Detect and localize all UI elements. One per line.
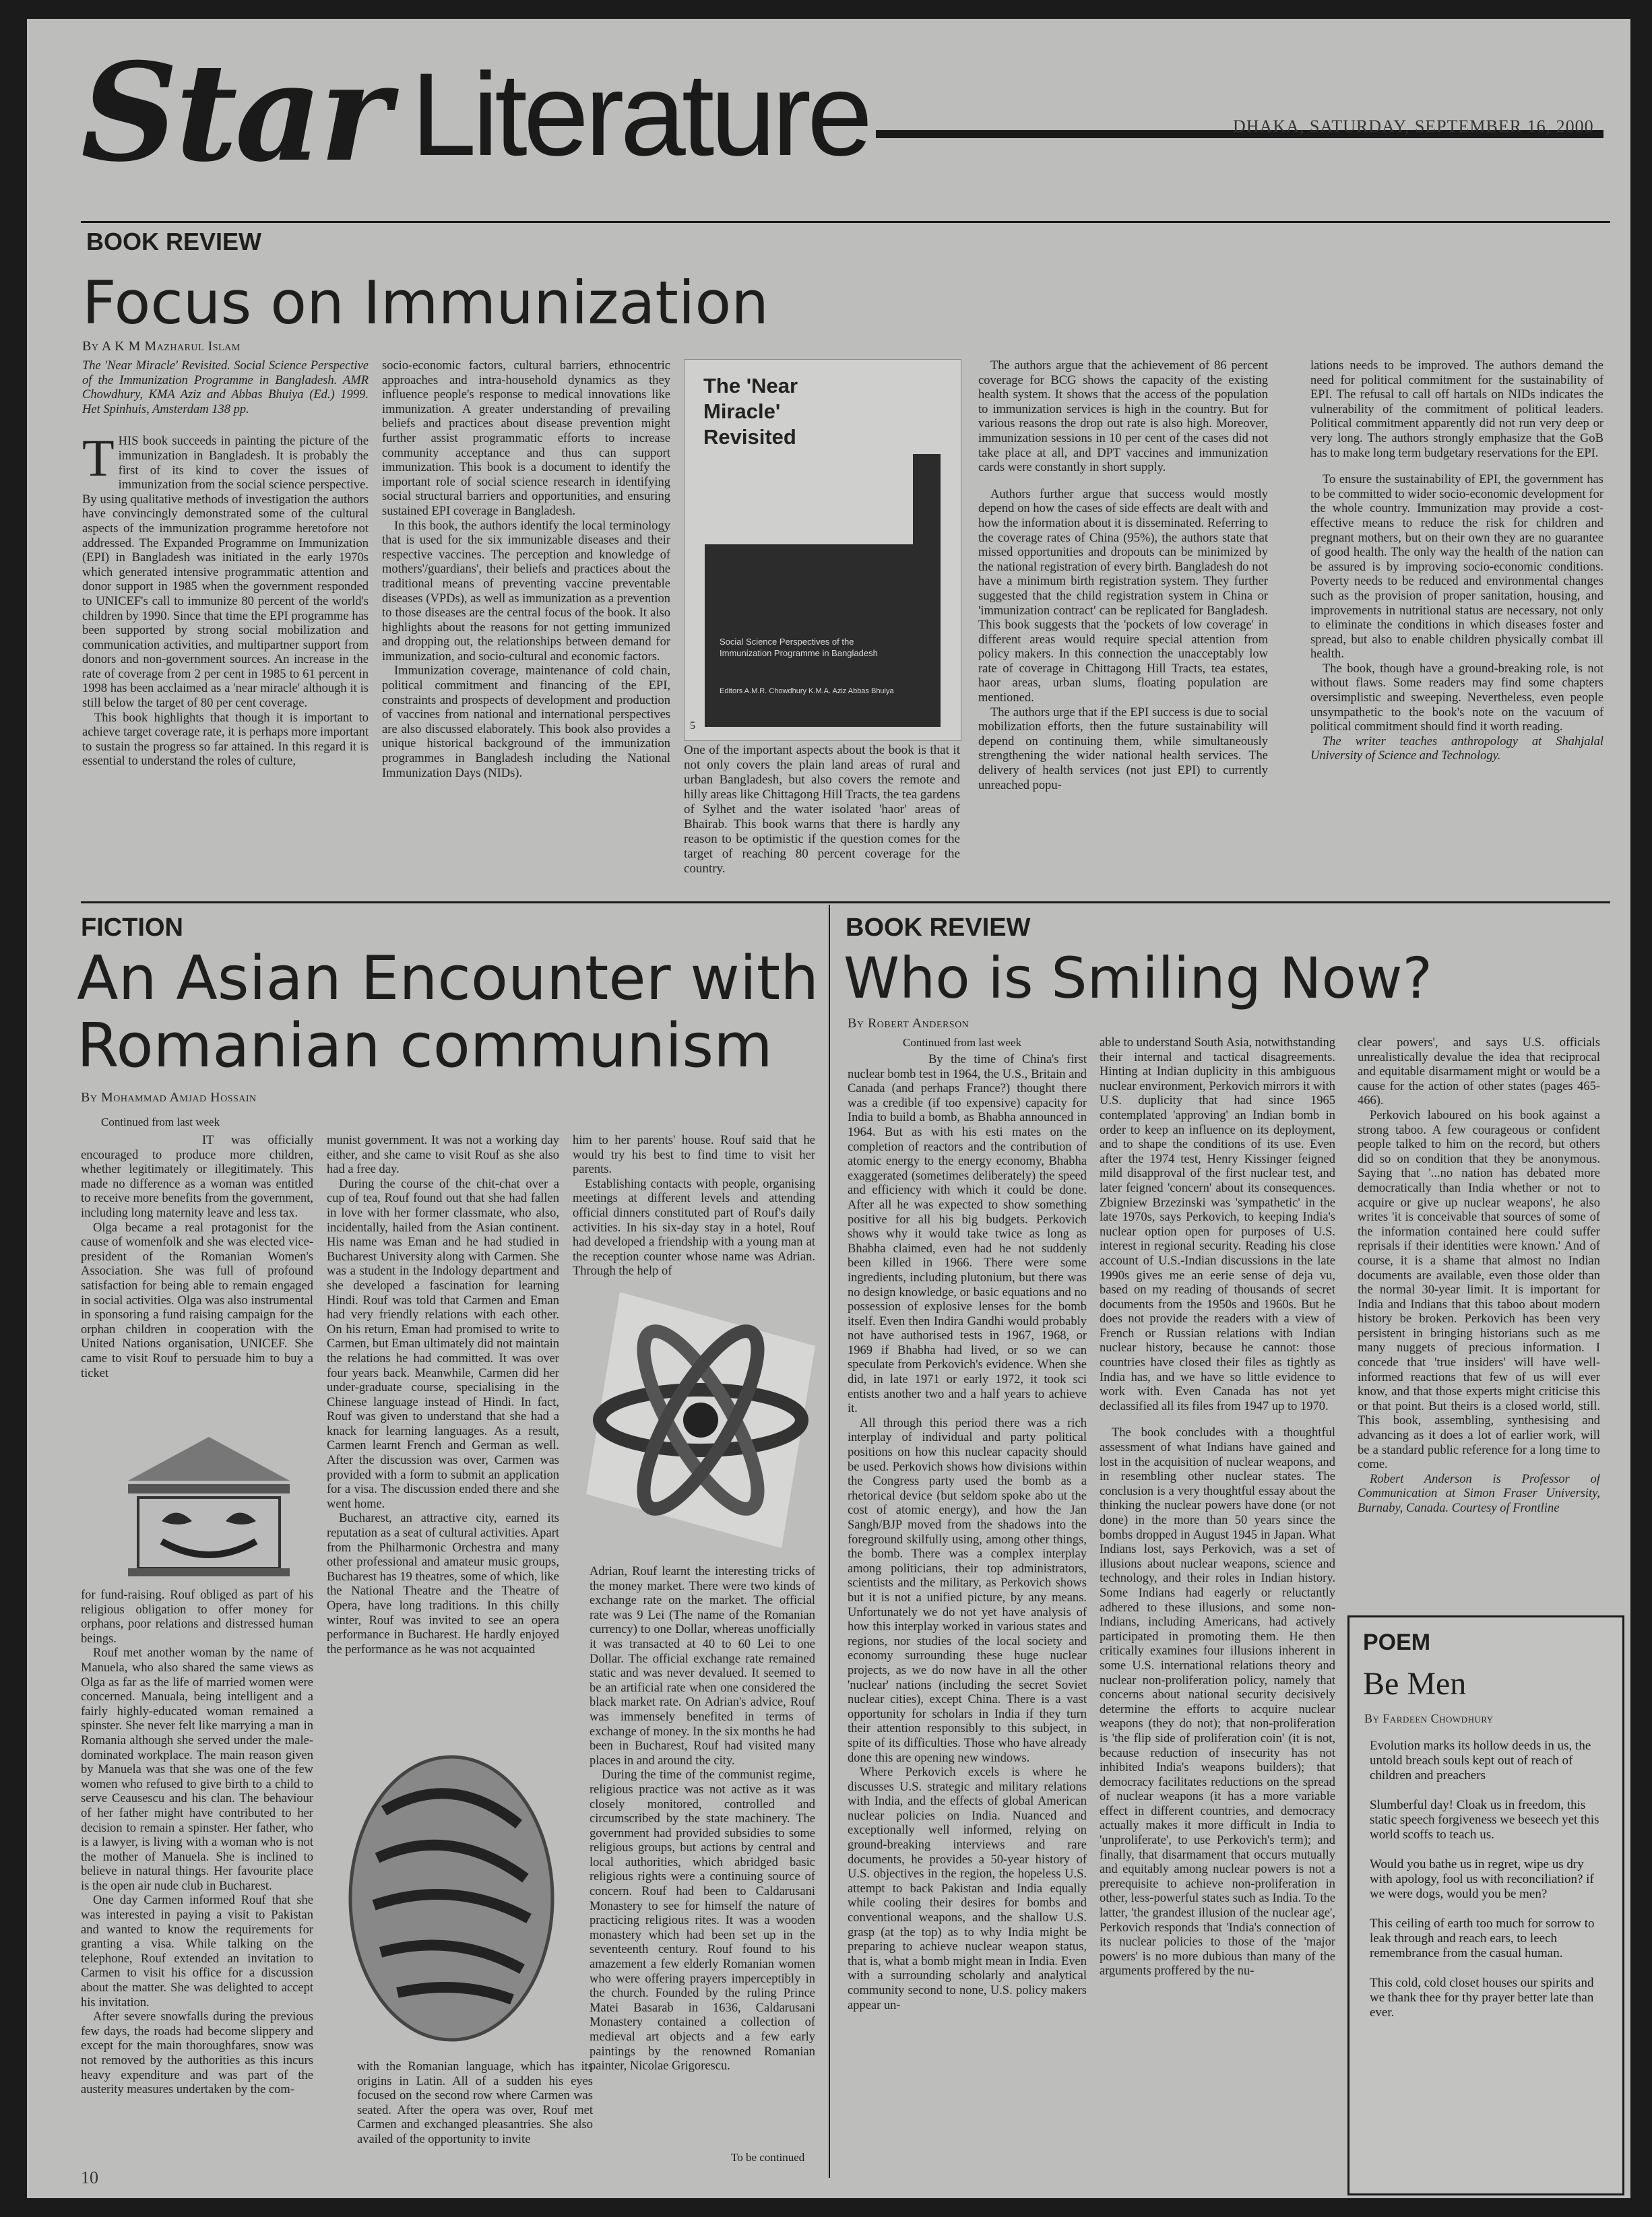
author-note: The writer teaches anthropology at Shahjalal University of Science and Technology. bbox=[1310, 734, 1603, 763]
article3-column-3 bbox=[1358, 1036, 1600, 1602]
paragraph: for fund-raising. Rouf obliged as part of his religious obligation to offer money for orphans, poor relations and distressed human beings. bbox=[81, 1588, 313, 1646]
to-be-continued-note: To be continued bbox=[731, 2151, 805, 2164]
poem-stanza: Would you bathe us in regret, wipe us dry with apology, fool us with reconciliation? if we were dogs, would you be men? bbox=[1370, 1857, 1594, 1901]
section-label-book-review: BOOK REVIEW bbox=[86, 228, 262, 255]
paragraph: Olga became a real protagonist for the cause of womenfolk and she was elected vice-president of the Romanian Women's Association. She was full of profound satisfaction for being able to remain engaged in social activities. Olga was also instrumental in sponsoring a fund raising campaign for the orphan children in cooperation with the United Nations organisation, UNICEF. She came to visit Rouf to persuade him to buy a ticket bbox=[81, 1221, 313, 1380]
paragraph: The book, though have a ground-breaking role, is not without flaws. Some readers may find some chapters oversimplistic and sweeping. Nevertheless, even people unsympathetic to the book's note on the vacuum of political commitment should find it worth reading. bbox=[1310, 662, 1603, 734]
book-cover-number: 5 bbox=[690, 720, 695, 732]
article2-column-3-top bbox=[573, 1134, 815, 1279]
paragraph: By the time of China's first nuclear bomb test in 1964, the U.S., Britain and Canada (and perhaps France?) thought there was a credible (if too expensive) capacity for India to build a bomb, as Bhabha announced in 1964. But as with his esti mates on the completion of reactors and the contribution of atomic energy to the energy economy, Bhabha exaggerated (sometimes deliberately) the speed and efficiency with which it could be done. After all he was expected to show something positive for all his big budgets. Perkovich shows why it would take twice as long as Bhabha claimed, even had he not suddenly been killed in 1966. There were some ingredients, including plutonium, but there was no design knowledge, or basic equations and no possession of explosive lenses for the bomb itself. Even then Indira Gandhi would probably not have authorised tests in 1967, 1968, or 1969 if Bhabha had lived, or so we can speculate from Perkovich's evidence. When she did, in late 1971 or early 1972, it took sci entists another two and a half years to achieve it. bbox=[848, 1053, 1087, 1416]
poem-stanza: Evolution marks its hollow deeds in us, the untold breach souls kept out of reach of children and preachers bbox=[1370, 1739, 1591, 1782]
paragraph: IT was officially encouraged to produce more children, whether legitimately or illegitimately. This made no difference as a woman was entitled to receive more benefits from the government, including long maternity leave and less tax. bbox=[81, 1134, 313, 1220]
poem-stanza: This cold, cold closet houses our spirits and we thank thee for thy prayer better late than ever. bbox=[1370, 1976, 1594, 2020]
book-cover-step bbox=[704, 453, 913, 544]
paragraph: able to understand South Asia, notwithstanding their internal and tactical disagreements. Hinting at Indian duplicity in this ambiguous nuclear environment, Perkovich mirrors it with U.S. duplicity that had since 1965 contemplated 'approving' an Indian bomb in order to keep an influence on its deployment, and to shape the conditions of its use. Even after the 1974 test, Henry Kissinger feigned mild disapproval of the first nuclear test, and later feigned 'concern' about its consequences. Zbigniew Brzezinski was 'sympathetic' in the late 1970s, says Perkovich, to keeping India's nuclear option open for purposes of U.S. interest in regional security. Reading his close account of U.S.-Indian discussions in the late 1990s gives me an eerie sense of deja vu, based on my reading of thousands of secret documents from the 1950s and 1960s. But he does not provide the readers with a view of French or Russian relations with Indian nuclear history, because he cannot: those countries have closed their files as tightly as India has, and we have so little evidence to work with. Even Canada has not yet declassified all its files from 1947 up to 1970. bbox=[1100, 1036, 1335, 1413]
masthead-star-logo: Star bbox=[81, 34, 388, 192]
paragraph: Authors further argue that success would mostly depend on how the cases of side effects are dealt with and how the information about it is disseminated. Referring to the coverage rates of China (95%), the authors state that missed opportunities and dropouts can be minimized by the national registration of every birth. Bangladesh do not have a minimum birth registration system. They further suggested that the child registration system in China or 'immunization contract' can be replicated for Bangladesh. This book suggests that the 'pockets of low coverage' in different areas would require special attention from policy makers. In this connection the unacceptably low rate of coverage in Chittagong Hill Tracts, tea estates, haor areas, urban slums, floating population are mentioned. bbox=[978, 487, 1268, 705]
paragraph: clear powers', and says U.S. officials unrealistically devalue the idea that reciprocal and equitable disarmament might or would be a cause for the action of other states (pages 465-466). bbox=[1358, 1036, 1600, 1108]
headline-asian-encounter-line2: Romanian communism bbox=[77, 1010, 773, 1081]
paragraph: During the time of the communist regime, religious practice was not active as it was closely monitored, controlled and circumscribed by the state machinery. The government had provided subsidies to some religious groups, but actions by central and local authorities, which abridged basic religious rights were a continuing source of concern. Rouf had been to Caldarusani Monastery to see for himself the nature of practicing religious rites. It was a wooden monastery which had been set up in the seventeenth century. Rouf found to his amazement a few elderly Romanian women who were offering prayers imperceptibly in the church. Founded by the ruling Prince Matei Basarab in 1636, Caldarusani Monastery contained a collection of medieval art objects and a few early paintings by the renowned Romanian painter, Nicolae Grigorescu. bbox=[590, 1768, 815, 2074]
paragraph: The book concludes with a thoughtful assessment of what Indians have gained and lost in the acquisition of nuclear weapons, and in resembling other nuclear states. The conclusion is a very thoughtful essay about the thinking the nuclear powers have done (or not done) in the more than 50 years since the bombs dropped in August 1945 in Japan. What Indians lost, says Perkovich, was a set of illusions about nuclear weapons, science and technology, and their roles in Indian history. Some Indians had eagerly or reluctantly adhered to these illusions, and some non-Indians, including Americans, had actively participated in promoting them. He then critically examines four illusions inherent in some U.S. international relations theory and nuclear non-proliferation policy, namely that concerns about national security decisively determine the efforts to acquire nuclear weapons (they do not); that non-proliferation is 'the flip side of proliferation coin' (it is not, because reduction of insecurity has not inhibited India's weapons builders); that democracy facilitates reductions on the spread of nuclear weapons (it has a more variable effect in different countries, and democracy actually makes it more difficult in India to 'unproliferate', to use Perkovich's term); and finally, that disarmament that occurs mutually and equitably among nuclear powers is not a prerequisite to achieve non-proliferation in other, less-powerful states such as India. To the latter, 'the grandest illusion of the nuclear age', Perkovich responds that 'India's connection of its nuclear policies to those of the 'major powers' is no more dubious than many of the arguments proffered by the nu- bbox=[1100, 1426, 1335, 1979]
paragraph: munist government. It was not a working day either, and she came to visit Rouf as she also had a free day. bbox=[327, 1134, 559, 1177]
paragraph: Immunization coverage, maintenance of cold chain, political commitment and financing of the EPI, constraints and prospects of development and production of vaccines from national and international perspectives are also discussed elaborately. This book also provides a unique historical background of the immunization programmes in Bangladesh including the National Immunization Days (NIDs). bbox=[382, 664, 670, 780]
paragraph: THIS book succeeds in painting the picture of the immunization in Bangladesh. It is probably the first of its kind to cover the issues of immunization from the social science perspective. By using qualitative methods of investigation the authors have convincingly demonstrated some of the cultural aspects of the immunization programme heretofore not addressed. The Expanded Programme on Immunization (EPI) in Bangladesh was initiated in the early 1970s which generated intensive programmatic attention and donor support in 1985 when the government responded to UNICEF's call to immunize 80 percent of the world's children by 1990. Since that time the EPI programme has been supported by strong social mobilization and communication activities, and multipartner support from donors and non-government sources. An increase in the rate of coverage from 2 per cent in 1985 to 61 percent in 1998 has been acclaimed as a 'near miracle' although it is still below the target of 80 per cent coverage. bbox=[82, 428, 369, 711]
decorative-abstract-illustration bbox=[344, 1750, 559, 2047]
article3-column-1 bbox=[848, 1053, 1087, 2175]
paragraph: The authors argue that the achievement of 86 percent coverage for BCG shows the capacity of the existing health system. It shows that the access of the population to immunization services is high in the country. But for various reasons the drop out rate is also high. Moreover, immunization sessions in 10 per cent of the cases did not take place at all, and DPT vaccines and immunization cards were constantly in short supply. bbox=[978, 359, 1268, 475]
poem-title: Be Men bbox=[1363, 1666, 1467, 1702]
paragraph: To ensure the sustainability of EPI, the government has to be committed to wider socio-economic development for the whole country. Immunization may provide a cost-effective means to reduce the risk for children and pregnant mothers, but on their own they are no guarantee of good health. The only way the health of the nation can be assured is by improving socio-economic conditions. Poverty needs to be reduced and environmental changes such as the provision of proper sanitation, housing, and improvements in nutritional status are necessary, not only to eliminate the conditions in which diseases foster and spread, but also to enable children physically combat ill health. bbox=[1310, 473, 1603, 662]
headline-focus-on-immunization: Focus on Immunization bbox=[82, 268, 769, 338]
paragraph: Perkovich laboured on his book against a strong taboo. A few courageous or confident people talked to him on the record, but others did so on condition that they be anonymous. Saying that '...no nation has debated more democratically than India whether or not to acquire or give up nuclear weapons', he also writes 'it is conceivable that sources of some of the information contained here could suffer reprisals if their identities were known.' And of course, it is a shame that almost no Indian documents are available, even those older than the normal 30-year limit. It is important for India and Indians that this taboo about modern history be broken. Perkovich has been very persistent in bringing historians such as me many nuggets of precious information. I concede that 'true insiders' will have well-informed reactions that few of us will ever know, and that those experts might criticise this or that point. But theirs is a closed world, still. This book, assembling, synthesising and advancing as it does a lot of earlier work, will be a standard public reference for a long time to come. bbox=[1358, 1108, 1600, 1472]
poem-body bbox=[1370, 1739, 1606, 2035]
byline-article2: By Mohammad Amjad Hossain bbox=[81, 1090, 257, 1105]
masthead-literature: Literature bbox=[411, 49, 869, 181]
paragraph: him to her parents' house. Rouf said that he would try his best to find time to visit her parents. bbox=[573, 1134, 815, 1177]
book-info: The 'Near Miracle' Revisited. Social Science Perspective of the Immunization Programme in Bangladesh. AMR Chowdhury, KMA Aziz and Abbas Bhuiya (Ed.) 1999. Het Spinhuis, Amsterdam 138 pp. bbox=[82, 359, 369, 416]
byline-article1: By A K M Mazharul Islam bbox=[82, 339, 241, 354]
poem-stanza: Slumberful day! Cloak us in freedom, this static speech forgiveness we beseech yet this world scoffs to teach us. bbox=[1370, 1798, 1599, 1842]
article1-column-3 bbox=[978, 359, 1268, 891]
book-cover-image bbox=[684, 359, 961, 741]
paragraph: Bucharest, an attractive city, earned its reputation as a seat of cultural activities. Apart from the Philharmonic Orchestra and many other professional and amateur music groups, Bucharest has 19 theatres, some of which, like the National Theatre and the Theatre of Opera, have long traditions. In this chilly winter, Rouf was invited to see an opera performance in Bucharest. He hardly enjoyed the performance as he was not acquainted bbox=[327, 1512, 559, 1657]
paragraph: Rouf met another woman by the name of Manuela, who also shared the same views as Olga as far as the life of married women were concerned. Manuala, being intelligent and a fairly highly-educated woman remained a spinster. She never felt like marrying a man in Romania although she served under the male-dominated workplace. The main reason given by Manuela was that she was one of the few women who refused to give birth to a child to serve Ceausescu and his clan. The behaviour of her father might have contributed to her decision to remain a spinster. Her father, who is a lawyer, is living with a woman who is not the mother of Manuela. She is inclined to believe in natural things. Her favourite place is the open air nude club in Bucharest. bbox=[81, 1646, 313, 1893]
paragraph: After severe snowfalls during the previous few days, the roads had become slippery and except for the main thoroughfares, snow was not removed by the authorities as this incurs heavy expenditure and was part of the austerity measures undertaken by the com- bbox=[81, 2010, 313, 2097]
book-cover-editors: Editors A.M.R. Chowdhury K.M.A. Aziz Abbas Bhuiya bbox=[720, 687, 894, 695]
byline-poem: By Fardeen Chowdhury bbox=[1364, 1712, 1494, 1725]
book-cover-title: The 'Near Miracle' Revisited bbox=[703, 374, 798, 449]
book-cover-subtitle: Social Science Perspectives of the Immunization Programme in Bangladesh bbox=[720, 637, 878, 658]
paragraph: During the course of the chit-chat over a cup of tea, Rouf found out that she had fallen in love with her former classmate, who also, incidentally, hailed from the Asian continent. His name was Eman and he had studied in Bucharest University along with Carmen. She was a student in the Indology department and she developed a fascination for learning Hindi. Rouf was told that Carmen and Eman had very friendly relations with each other. On his return, Eman had promised to write to Carmen, but Eman ultimately did not maintain the relations he had committed. It was over four years back. Meanwhile, Carmen did her under-graduate course, specialising in the Chinese language instead of Hindi. In fact, Rouf was given to understand that she had a knack for learning languages. As a result, Carmen learnt French and German as well. After the discussion was over, Carmen was provided with a form to submit an application for a visa. The discussion ended there and she went home. bbox=[327, 1177, 559, 1511]
paragraph: In this book, the authors identify the local terminology that is used for the six immunizable diseases and their respective vaccines. The perception and knowledge of mothers'/guardians', their beliefs and practices about the traditional means of preventing vaccine preventable diseases (VPDs), as well as immunization as a prevention to those diseases are the central focus of the book. It also highlights about the reasons for not getting immunized and dropping out, the relationships between demand for immunization, and socio-cultural and economic factors. bbox=[382, 519, 670, 664]
paragraph: One day Carmen informed Rouf that she was interested in paying a visit to Pakistan and wanted to know the requirements for granting a visa. While talking on the telephone, Rouf extended an invitation to Carmen to visit his office for a discussion about the matter. She was delighted to accept his invitation. bbox=[81, 1894, 313, 2010]
article2-column-3-bottom bbox=[590, 1565, 815, 2077]
section-label-fiction: FICTION bbox=[81, 913, 183, 942]
decorative-atom-illustration bbox=[579, 1285, 822, 1555]
author-note: Robert Anderson is Professor of Communication at Simon Fraser University, Burnaby, Canada. Courtesy of Frontline bbox=[1358, 1472, 1600, 1515]
mid-divider bbox=[81, 901, 1610, 903]
article2-column-2-top bbox=[327, 1134, 559, 1858]
paragraph: Where Perkovich excels is where he discusses U.S. strategic and military relations with India, and the effects of global American nuclear policies on India. Nuanced and exceptionally well informed, relying on ground-breaking interviews and rare documents, he provides a 50-year history of U.S. objectives in the region, the hopeless U.S. attempt to back Pakistan and India equally while cooling their desires for bombs and conventional weapons, and the shallow U.S. grasp (at the top) as to why India might be preparing to achieve nuclear weapon status, that is, what a bomb might mean in India. Even with a surrounding scholarly and analytical community second to none, U.S. policy makers appear un- bbox=[848, 1766, 1087, 2012]
continued-note-2: Continued from last week bbox=[903, 1036, 1022, 1049]
section-label-poem: POEM bbox=[1363, 1630, 1431, 1655]
section-label-book-review-2: BOOK REVIEW bbox=[846, 913, 1031, 942]
article1-column-4 bbox=[1310, 359, 1603, 891]
headline-who-is-smiling-now: Who is Smiling Now? bbox=[844, 945, 1433, 1011]
paragraph: Establishing contacts with people, organising meetings at different levels and attending official dinners constituted part of Rouf's daily activities. In his six-day stay in a hotel, Rouf had developed a friendship with a young man at the reception counter whose name was Adrian. Through the help of bbox=[573, 1177, 815, 1279]
book-cover-dark-panel bbox=[705, 454, 941, 727]
paragraph: with the Romanian language, which has its origins in Latin. All of a sudden his eyes focused on the second row where Carmen was seated. After the opera was over, Rouf met Carmen and exchanged pleasantries. She also availed of the opportunity to invite bbox=[357, 2060, 593, 2146]
paragraph: This book highlights that though it is important to achieve target coverage rate, it is perhaps more important to sustain the progress so far attained. In this regard it is essential to understand the roles of culture, bbox=[82, 711, 369, 769]
paragraph: lations needs to be improved. The authors demand the need for political commitment for the sustainability of EPI. The refusal to call off hartals on NIDs indicates the vulnerability of the commitment of political leaders. Political commitment apparently did not run very deep or very long. The authors strongly emphasize that the GoB has to make long term budgetary reservations for the EPI. bbox=[1310, 359, 1603, 460]
paragraph: The authors urge that if the EPI success is due to social mobilization efforts, then the future sustainability will depend on continuing them, while simultaneously strengthening the wider national health services. The delivery of health services (not just EPI) to currently unreached popu- bbox=[978, 705, 1268, 792]
paragraph: Adrian, Rouf learnt the interesting tricks of the money market. There were two kinds of exchange rate on the market. The official rate was 9 Lei (The name of the Romanian currency) to one Dollar, whereas unofficially it was transacted at 40 to 60 Lei to one Dollar. The official exchange rate remained static and was never devalued. It seemed to be an artificial rate when one considered the black market rate. On Adrian's advice, Rouf was immensely benefited in terms of exchange of money. In the six months he had been in Bucharest, Rouf had visited many places in and around the city. bbox=[590, 1565, 815, 1768]
book-cover-caption: One of the important aspects about the book is that it not only covers the plain land areas of rural and urban Bangladesh, but also covers the remote and hilly areas like Chittagong Hill Tracts, the tea gardens of Sylhet and the water isolated 'haor' areas of Bhairab. This book warns that there is hardly any reason to be optimistic if the question comes for the target of reaching 80 percent coverage for the country. bbox=[684, 743, 960, 876]
continued-note: Continued from last week bbox=[101, 1116, 220, 1128]
headline-asian-encounter-line1: An Asian Encounter with bbox=[77, 943, 819, 1014]
decorative-scroll-illustration bbox=[115, 1434, 303, 1578]
paragraph: socio-economic factors, cultural barriers, ethnocentric approaches and intra-household dynamics as they influence people's response to medical innovations like immunization. A greater understanding of prevailing beliefs and practices about disease prevention might further assist programmatic efforts to increase community acceptance and thus can support immunization. This book is a document to identify the important role of social science research in identifying social structural barriers and opportunities, and ensuring sustained EPI coverage in Bangladesh. bbox=[382, 359, 670, 518]
dateline: DHAKA, SATURDAY, SEPTEMBER 16, 2000 bbox=[1233, 117, 1594, 136]
poem-box bbox=[1347, 1615, 1624, 2195]
byline-article3: By Robert Anderson bbox=[848, 1016, 970, 1031]
paragraph: All through this period there was a rich interplay of individual and party political positions on how this nuclear capacity should be used. Perkovich shows how divisions within the Congress party used the bomb as a rhetorical device (but seldom spoke abo ut the cost of atomic energy), and how the Jan Sangh/BJP moved from the shadows into the foreground skilfully using, among other things, the bomb. There was a complex interplay among politicians, their top administrators, scientists and the military, as Perkovich shows but it is not a unified picture, by any means. Unfortunately we do not yet have analysis of how this interplay worked in various states and regions, nor studies of the local society and economy surrounding these huge nuclear projects, as we do now have in all the other 'nuclear' nations (including the secret Soviet nuclear cities), except China. There is a vast opportunity for scholars in India if they turn their attention responsibly to this subject, in spite of its difficulties. Those who have already done this are opening new windows. bbox=[848, 1416, 1087, 1765]
article1-column-2 bbox=[382, 359, 670, 891]
newspaper-page bbox=[27, 19, 1630, 2198]
article1-column-1 bbox=[82, 359, 369, 891]
top-divider bbox=[81, 221, 1610, 223]
article2-column-1-bottom bbox=[81, 1588, 313, 2175]
poem-stanza: This ceiling of earth too much for sorrow to leak through and reach ears, to leech remembrance from the casual human. bbox=[1370, 1917, 1595, 1960]
vertical-divider bbox=[829, 905, 830, 2178]
article3-column-2 bbox=[1100, 1036, 1335, 2175]
page-number: 10 bbox=[81, 2168, 98, 2187]
article2-column-2-bottom bbox=[357, 2060, 593, 2175]
